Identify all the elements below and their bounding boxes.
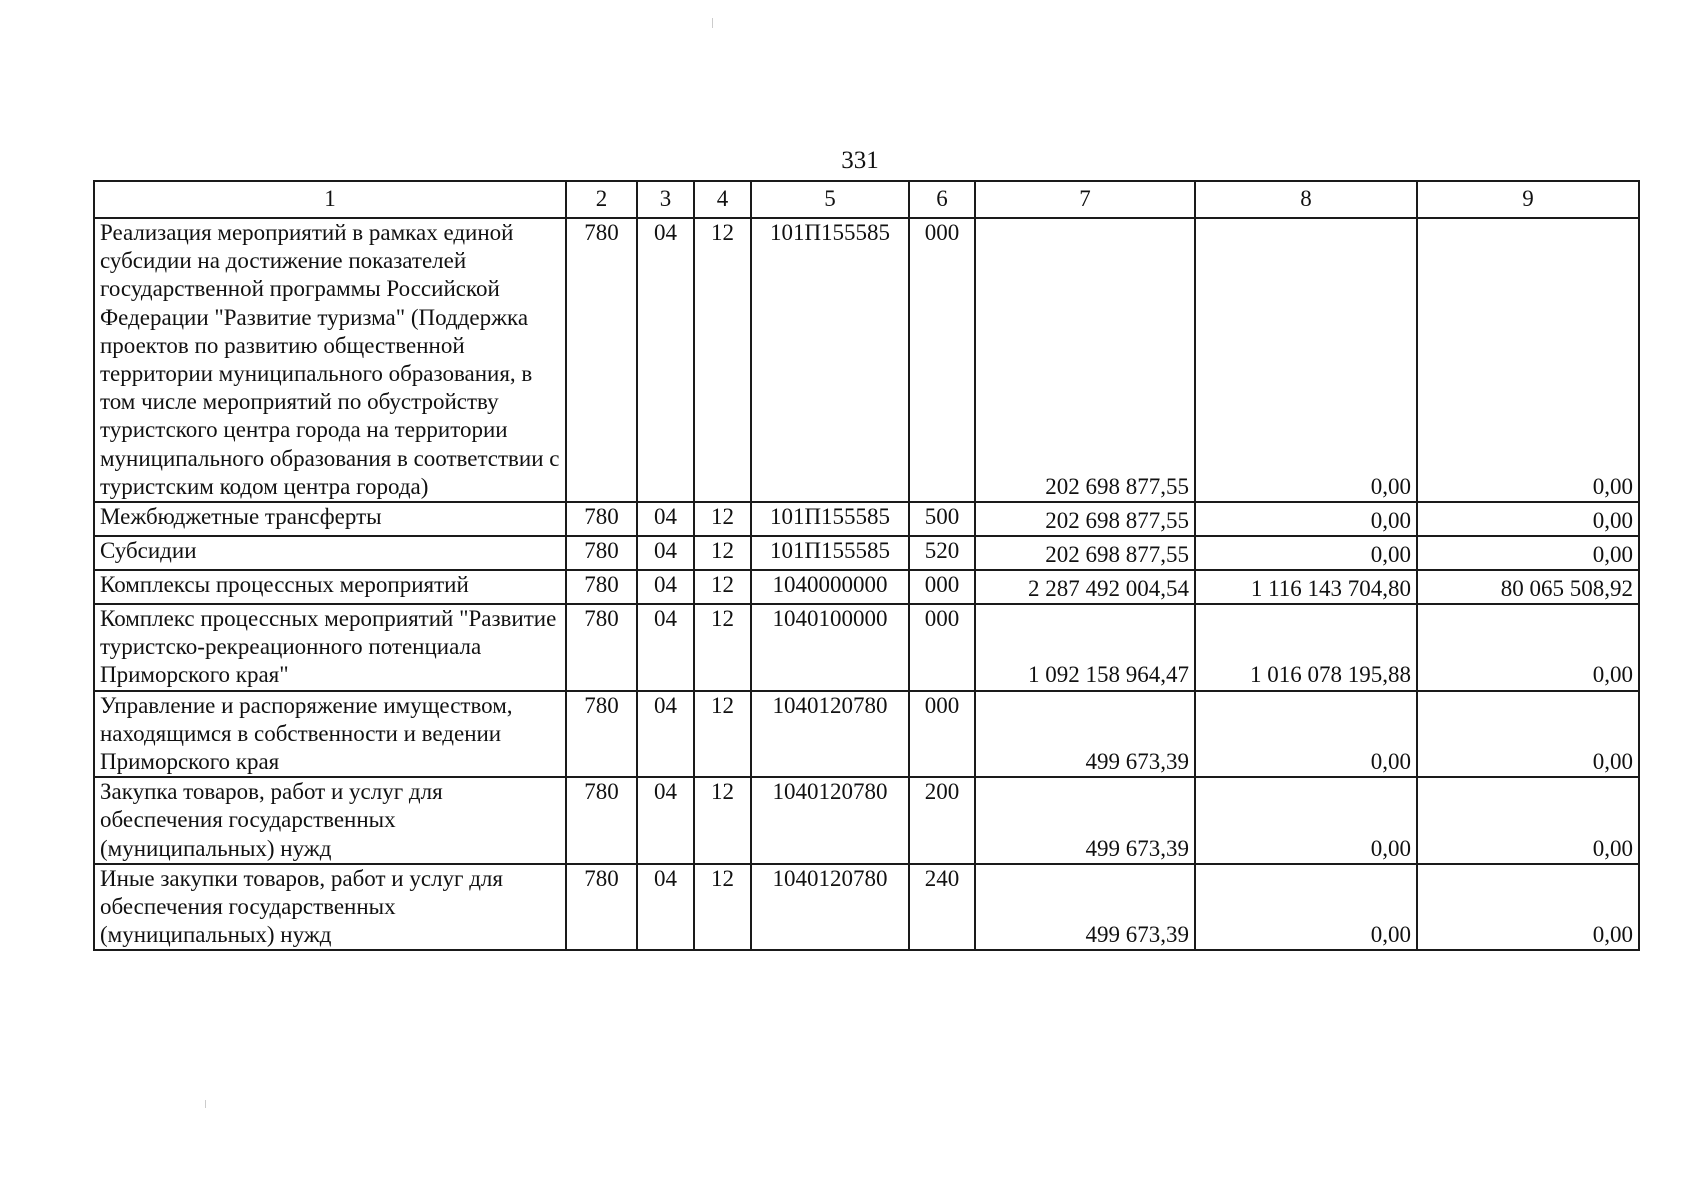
row-amount-col8: 0,00 (1195, 777, 1417, 864)
budget-table (93, 180, 1640, 951)
header-cell: 9 (1417, 181, 1639, 218)
header-cell: 3 (637, 181, 694, 218)
row-amount-col7: 499 673,39 (975, 691, 1195, 778)
table-row (94, 570, 1639, 604)
row-name: Управление и распоряжение имуществом, находящимся в собственности и ведении Приморского края (94, 691, 566, 778)
row-amount-col8: 0,00 (1195, 502, 1417, 536)
header-cell: 1 (94, 181, 566, 218)
header-cell: 6 (909, 181, 975, 218)
row-admin-code: 780 (566, 502, 637, 536)
row-section-code: 04 (637, 864, 694, 951)
header-cell: 2 (566, 181, 637, 218)
row-expense-type-code: 500 (909, 502, 975, 536)
row-amount-col9: 0,00 (1417, 604, 1639, 691)
table-header-row (94, 181, 1639, 218)
row-target-code: 1040120780 (751, 777, 909, 864)
header-cell: 4 (694, 181, 751, 218)
row-target-code: 101П155585 (751, 502, 909, 536)
row-target-code: 1040120780 (751, 864, 909, 951)
table-row (94, 691, 1639, 778)
row-admin-code: 780 (566, 777, 637, 864)
row-amount-col7: 2 287 492 004,54 (975, 570, 1195, 604)
row-subsection-code: 12 (694, 691, 751, 778)
row-section-code: 04 (637, 777, 694, 864)
row-amount-col7: 1 092 158 964,47 (975, 604, 1195, 691)
table-row (94, 502, 1639, 536)
row-amount-col9: 80 065 508,92 (1417, 570, 1639, 604)
row-amount-col7: 499 673,39 (975, 777, 1195, 864)
page-number: 331 (841, 147, 879, 174)
row-target-code: 101П155585 (751, 218, 909, 502)
row-target-code: 1040100000 (751, 604, 909, 691)
row-name: Комплекс процессных мероприятий "Развитие туристско-рекреационного потенциала Приморского края" (94, 604, 566, 691)
row-name: Межбюджетные трансферты (94, 502, 566, 536)
row-amount-col8: 0,00 (1195, 691, 1417, 778)
scan-artifact-line (205, 1100, 206, 1108)
row-admin-code: 780 (566, 604, 637, 691)
row-target-code: 1040000000 (751, 570, 909, 604)
row-expense-type-code: 520 (909, 536, 975, 570)
header-cell: 8 (1195, 181, 1417, 218)
row-section-code: 04 (637, 570, 694, 604)
table-row (94, 218, 1639, 502)
row-amount-col9: 0,00 (1417, 777, 1639, 864)
row-expense-type-code: 000 (909, 604, 975, 691)
row-amount-col8: 1 116 143 704,80 (1195, 570, 1417, 604)
row-section-code: 04 (637, 604, 694, 691)
header-cell: 5 (751, 181, 909, 218)
scan-artifact-line (712, 18, 713, 28)
row-amount-col8: 1 016 078 195,88 (1195, 604, 1417, 691)
row-section-code: 04 (637, 218, 694, 502)
row-expense-type-code: 000 (909, 570, 975, 604)
row-name: Реализация мероприятий в рамках единой субсидии на достижение показателей государственной программы Российской Федерации "Развитие туризма" (Поддержка проектов по развитию общественной территории муниципального образования, в том числе мероприятий по обустройству туристского центра города на территории муниципального образования в соответствии с туристским кодом центра города) (94, 218, 566, 502)
row-amount-col9: 0,00 (1417, 502, 1639, 536)
row-amount-col7: 202 698 877,55 (975, 218, 1195, 502)
header-cell: 7 (975, 181, 1195, 218)
row-expense-type-code: 000 (909, 691, 975, 778)
row-amount-col7: 202 698 877,55 (975, 502, 1195, 536)
row-amount-col8: 0,00 (1195, 864, 1417, 951)
table-row (94, 864, 1639, 951)
row-expense-type-code: 240 (909, 864, 975, 951)
row-name: Закупка товаров, работ и услуг для обеспечения государственных (муниципальных) нужд (94, 777, 566, 864)
row-amount-col9: 0,00 (1417, 536, 1639, 570)
row-subsection-code: 12 (694, 570, 751, 604)
row-admin-code: 780 (566, 864, 637, 951)
row-admin-code: 780 (566, 570, 637, 604)
row-admin-code: 780 (566, 536, 637, 570)
row-amount-col7: 202 698 877,55 (975, 536, 1195, 570)
row-subsection-code: 12 (694, 604, 751, 691)
row-admin-code: 780 (566, 218, 637, 502)
row-expense-type-code: 200 (909, 777, 975, 864)
row-target-code: 101П155585 (751, 536, 909, 570)
row-expense-type-code: 000 (909, 218, 975, 502)
row-name: Комплексы процессных мероприятий (94, 570, 566, 604)
table-row (94, 777, 1639, 864)
row-subsection-code: 12 (694, 502, 751, 536)
row-section-code: 04 (637, 502, 694, 536)
row-subsection-code: 12 (694, 777, 751, 864)
row-section-code: 04 (637, 536, 694, 570)
row-section-code: 04 (637, 691, 694, 778)
row-admin-code: 780 (566, 691, 637, 778)
row-target-code: 1040120780 (751, 691, 909, 778)
row-amount-col8: 0,00 (1195, 218, 1417, 502)
table-row (94, 536, 1639, 570)
row-amount-col9: 0,00 (1417, 691, 1639, 778)
row-amount-col7: 499 673,39 (975, 864, 1195, 951)
row-name: Субсидии (94, 536, 566, 570)
row-amount-col9: 0,00 (1417, 218, 1639, 502)
row-amount-col9: 0,00 (1417, 864, 1639, 951)
row-name: Иные закупки товаров, работ и услуг для обеспечения государственных (муниципальных) нужд (94, 864, 566, 951)
row-subsection-code: 12 (694, 218, 751, 502)
row-subsection-code: 12 (694, 864, 751, 951)
row-amount-col8: 0,00 (1195, 536, 1417, 570)
table-row (94, 604, 1639, 691)
row-subsection-code: 12 (694, 536, 751, 570)
